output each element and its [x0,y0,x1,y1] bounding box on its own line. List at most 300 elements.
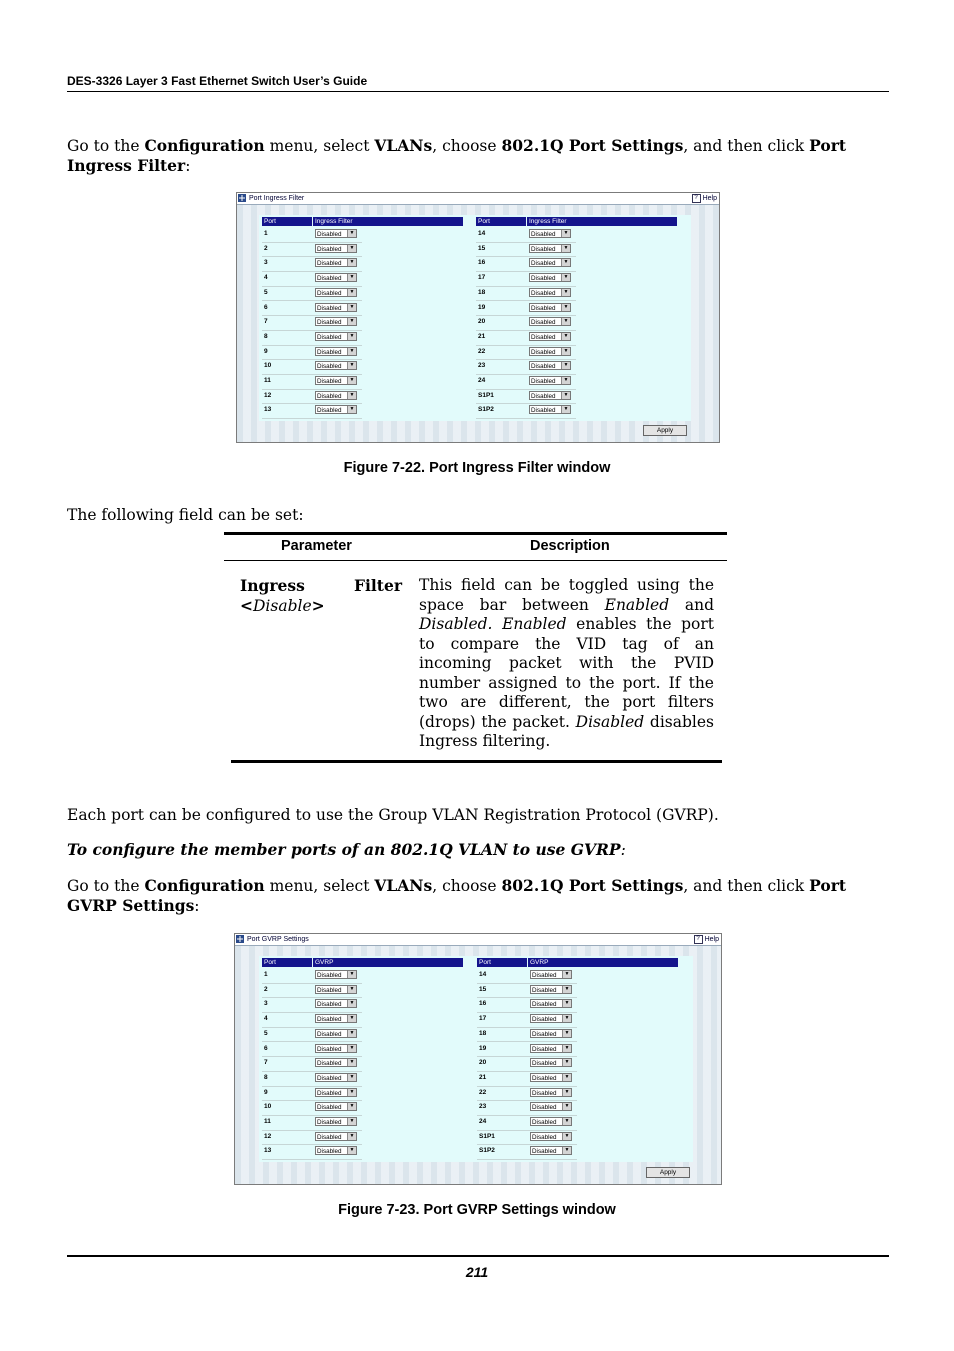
param-word-ingress: Ingress [240,576,305,595]
gvrp-heading-colon: : [620,841,626,859]
filter-select[interactable] [530,1044,572,1053]
select-value: Disabled [317,1148,342,1156]
table-row [262,287,462,302]
port-label: 3 [264,1000,268,1008]
port-label: 24 [478,377,486,384]
help-label: Help [702,195,717,202]
window-icon [238,194,246,202]
chevron-down-icon: ▼ [347,259,356,266]
port-label: 6 [264,1044,268,1052]
chevron-down-icon: ▼ [561,406,570,413]
table-header-rule [224,560,727,561]
chevron-down-icon: ▼ [347,1030,356,1037]
table-row [262,331,462,346]
select-value: Disabled [317,1030,342,1038]
select-value: Disabled [532,1045,557,1053]
table-row [262,243,462,258]
chevron-down-icon: ▼ [347,1089,356,1096]
filter-select[interactable] [315,1014,357,1023]
chevron-down-icon: ▼ [562,1147,571,1154]
filter-select[interactable] [529,244,571,253]
emphasis-term: Disabled. [419,615,493,633]
table-row [262,1072,462,1087]
table-row [477,1043,677,1058]
table-row [477,1131,677,1146]
chevron-down-icon: ▼ [347,230,356,237]
text: Go to the [67,877,145,895]
param-default-value: Disable [253,597,312,615]
chevron-down-icon: ▼ [562,1015,571,1022]
document-header: DES-3326 Layer 3 Fast Ethernet Switch User’s Guide [67,74,368,88]
table-row [476,390,676,405]
chevron-down-icon: ▼ [347,1045,356,1052]
select-value: Disabled [317,245,342,253]
port-label: 9 [264,347,268,355]
select-value: Disabled [317,392,342,400]
filter-select[interactable] [315,347,357,356]
help-label: Help [704,936,719,943]
row-divider [476,418,576,419]
chevron-down-icon: ▼ [347,1103,356,1110]
filter-select[interactable] [530,1146,572,1155]
chevron-down-icon: ▼ [562,1074,571,1081]
table-top-rule [224,532,727,535]
emphasis-term: Disabled [575,712,645,731]
filter-select[interactable] [530,1117,572,1126]
table-row [262,375,462,390]
table-row [477,1057,677,1072]
chevron-down-icon: ▼ [347,1147,356,1154]
table-row [262,390,462,405]
filter-select[interactable] [315,1102,357,1111]
table-row [477,1028,677,1043]
select-value: Disabled [531,407,556,415]
chevron-down-icon: ▼ [562,1030,571,1037]
filter-select[interactable] [529,317,571,326]
param-bracket-open: < [240,596,253,615]
window-icon [236,935,244,943]
emphasis-term: Enabled [604,595,670,614]
filter-select[interactable] [529,405,571,414]
select-value: Disabled [531,392,556,400]
select-value: Disabled [317,1001,342,1009]
chevron-down-icon: ▼ [562,1118,571,1125]
port-label: 24 [479,1118,487,1125]
select-value: Disabled [532,986,557,994]
port-label: 8 [264,332,268,340]
menu-configuration: Configuration [144,876,265,895]
filter-select[interactable] [315,1044,357,1053]
port-gvrp-settings-window [234,933,722,1185]
description-text: disables Ingress filtering. [419,712,714,750]
select-value: Disabled [532,1148,557,1156]
column-header-parameter: Parameter [281,538,352,554]
text: , and then click [683,137,810,155]
row-divider [262,418,362,419]
filter-select[interactable] [530,1088,572,1097]
port-label: 23 [479,1103,487,1111]
port-label: 1 [264,971,268,978]
port-label: 19 [479,1044,487,1052]
filter-select[interactable] [315,288,357,297]
port-label: 11 [264,377,271,384]
column-header-value: GVRP [528,958,678,967]
port-label: 10 [264,1103,272,1111]
port-label: 2 [264,985,268,993]
table-row [477,1101,677,1116]
menu-8021q-port-settings: 802.1Q Port Settings [501,876,684,895]
port-label: 8 [264,1073,268,1081]
chevron-down-icon: ▼ [562,986,571,993]
filter-select[interactable] [315,1058,357,1067]
filter-select[interactable] [315,258,357,267]
filter-select[interactable] [529,288,571,297]
help-link[interactable] [694,934,719,945]
select-value: Disabled [317,304,342,312]
figure-caption-2: Figure 7-23. Port GVRP Settings window [338,1202,616,1218]
description-text: This field can be toggled using the space bar between [419,576,714,614]
filter-select[interactable] [315,1146,357,1155]
table-row [477,1087,677,1102]
emphasis-term: Enabled [502,615,567,633]
description-text: and [669,595,715,614]
filter-select[interactable] [315,405,357,414]
filter-select[interactable] [529,258,571,267]
chevron-down-icon: ▼ [561,304,570,311]
filter-select[interactable] [315,1132,357,1141]
chevron-down-icon: ▼ [561,289,570,296]
filter-select[interactable] [315,999,357,1008]
chevron-down-icon: ▼ [347,348,356,355]
table-row [262,228,462,243]
port-label: 23 [478,362,486,370]
select-value: Disabled [531,275,556,283]
port-label: 11 [264,1118,271,1125]
filter-select[interactable] [530,1014,572,1023]
select-value: Disabled [317,231,342,238]
table-row [262,272,462,287]
column-header-port: Port [477,958,527,967]
chevron-down-icon: ▼ [561,318,570,325]
filter-select[interactable] [315,376,357,385]
menu-vlans: VLANs [374,876,433,895]
field-intro: The following field can be set: [67,506,304,524]
gvrp-heading-text: To configure the member ports of an 802.1Q VLAN to use GVRP [67,840,621,859]
select-value: Disabled [531,348,556,356]
filter-select[interactable] [315,332,357,341]
port-label: 14 [479,971,487,978]
port-label: 4 [264,274,268,282]
filter-select[interactable] [530,970,572,979]
window-title: Port GVRP Settings [247,936,309,943]
port-label: 3 [264,259,268,267]
port-label: 12 [264,1132,272,1140]
table-row [262,1028,462,1043]
port-label: 15 [478,244,486,252]
select-value: Disabled [531,319,556,327]
chevron-down-icon: ▼ [562,1103,571,1110]
filter-select[interactable] [315,391,357,400]
table-row [262,1043,462,1058]
table-row [477,1013,677,1028]
menu-8021q-port-settings: 802.1Q Port Settings [501,136,684,155]
page-number: 211 [465,1264,489,1280]
select-value: Disabled [317,1104,342,1112]
table-bottom-rule [231,760,722,763]
chevron-down-icon: ▼ [561,274,570,281]
table-row [262,1145,462,1160]
column-header-value: Ingress Filter [527,217,677,226]
chevron-down-icon: ▼ [347,289,356,296]
table-row [476,302,676,317]
chevron-down-icon: ▼ [561,348,570,355]
table-row [476,243,676,258]
select-value: Disabled [317,333,342,341]
port-label: 7 [264,1059,268,1067]
select-value: Disabled [532,1104,557,1112]
table-row [262,1116,462,1131]
chevron-down-icon: ▼ [347,1059,356,1066]
filter-select[interactable] [315,1029,357,1038]
text: Go to the [67,137,145,155]
chevron-down-icon: ▼ [347,362,356,369]
select-value: Disabled [532,972,557,979]
table-row [476,360,676,375]
chevron-down-icon: ▼ [562,1000,571,1007]
text: : [194,897,200,915]
port-label: 6 [264,303,268,311]
intro-paragraph-2 [67,876,889,916]
chevron-down-icon: ▼ [347,1074,356,1081]
parameter-description [419,576,714,752]
table-row [476,346,676,361]
param-bracket-close: > [311,596,325,615]
filter-select[interactable] [315,273,357,282]
port-label: 18 [478,288,486,296]
port-label: 10 [264,362,272,370]
column-header-value: GVRP [313,958,463,967]
chevron-down-icon: ▼ [347,333,356,340]
select-value: Disabled [532,1119,557,1126]
filter-select[interactable] [530,985,572,994]
select-value: Disabled [532,1030,557,1038]
filter-select[interactable] [529,303,571,312]
chevron-down-icon: ▼ [347,318,356,325]
row-divider [477,1159,577,1160]
menu-configuration: Configuration [144,136,265,155]
filter-select[interactable] [315,1073,357,1082]
filter-select[interactable] [530,999,572,1008]
select-value: Disabled [317,275,342,283]
select-value: Disabled [317,986,342,994]
select-value: Disabled [317,260,342,268]
select-value: Disabled [317,1089,342,1097]
port-label: 13 [264,406,272,414]
select-value: Disabled [532,1089,557,1097]
chevron-down-icon: ▼ [561,377,570,384]
table-row [477,984,677,999]
figure-caption-1: Figure 7-22. Port Ingress Filter window [343,460,611,476]
port-label: 13 [264,1147,272,1155]
port-label: 5 [264,1029,268,1037]
chevron-down-icon: ▼ [347,1015,356,1022]
apply-button[interactable]: Apply [643,425,687,436]
port-ingress-filter-window [236,192,720,443]
filter-select[interactable] [530,1073,572,1082]
select-value: Disabled [317,407,342,415]
port-label: 15 [479,985,487,993]
chevron-down-icon: ▼ [347,1118,356,1125]
port-label: 22 [478,347,486,355]
filter-select[interactable] [315,361,357,370]
chevron-down-icon: ▼ [562,1059,571,1066]
port-label: S1P2 [479,1147,495,1155]
port-label: S1P1 [478,391,494,399]
filter-select[interactable] [530,1102,572,1111]
gvrp-intro: Each port can be configured to use the Group VLAN Registration Protocol (GVRP). [67,806,719,824]
filter-select[interactable] [530,1132,572,1141]
filter-select[interactable] [529,229,571,238]
chevron-down-icon: ▼ [347,406,356,413]
port-label: 16 [478,259,486,267]
filter-select[interactable] [530,1058,572,1067]
filter-select[interactable] [529,361,571,370]
select-value: Disabled [317,1016,342,1024]
chevron-down-icon: ▼ [562,1133,571,1140]
port-label: S1P2 [478,406,494,414]
text: menu, select [264,137,375,155]
table-row [477,1072,677,1087]
intro-paragraph-1 [67,136,889,176]
table-row [476,316,676,331]
select-value: Disabled [531,304,556,312]
port-label: 4 [264,1015,268,1023]
apply-button[interactable]: Apply [646,1167,690,1178]
filter-select[interactable] [315,985,357,994]
text: menu, select [264,877,375,895]
chevron-down-icon: ▼ [347,377,356,384]
port-label: 5 [264,288,268,296]
chevron-down-icon: ▼ [562,971,571,978]
chevron-down-icon: ▼ [347,1000,356,1007]
menu-vlans: VLANs [374,136,433,155]
filter-select[interactable] [315,970,357,979]
window-title: Port Ingress Filter [249,195,305,202]
table-row [262,1131,462,1146]
filter-select[interactable] [315,1117,357,1126]
select-value: Disabled [317,1119,342,1126]
port-label: 2 [264,244,268,252]
text: , and then click [683,877,810,895]
table-row [477,998,677,1013]
chevron-down-icon: ▼ [347,274,356,281]
filter-select[interactable] [529,332,571,341]
select-value: Disabled [531,245,556,253]
table-row [476,272,676,287]
description-text [492,615,502,633]
chevron-down-icon: ▼ [347,245,356,252]
port-label: 18 [479,1029,487,1037]
chevron-down-icon: ▼ [561,259,570,266]
table-row [262,1057,462,1072]
chevron-down-icon: ▼ [561,362,570,369]
column-header-value: Ingress Filter [313,217,463,226]
table-row [476,331,676,346]
filter-select[interactable] [529,347,571,356]
footer-rule [67,1255,889,1257]
filter-select[interactable] [315,1088,357,1097]
filter-select[interactable] [315,244,357,253]
port-label: 17 [478,274,486,282]
filter-select[interactable] [315,317,357,326]
row-divider [262,1159,362,1160]
select-value: Disabled [317,348,342,356]
port-label: 14 [478,230,486,237]
select-value: Disabled [531,333,556,341]
select-value: Disabled [317,1060,342,1068]
port-label: 17 [479,1015,487,1023]
table-row [476,404,676,419]
column-header-port: Port [476,217,526,226]
select-value: Disabled [317,378,342,385]
table-row [477,969,677,984]
help-link[interactable] [692,193,717,204]
column-header-description: Description [530,538,610,554]
table-row [476,228,676,243]
select-value: Disabled [317,972,342,979]
table-row [262,998,462,1013]
gvrp-procedure-heading [67,840,889,860]
chevron-down-icon: ▼ [562,1089,571,1096]
chevron-down-icon: ▼ [561,392,570,399]
filter-select[interactable] [529,273,571,282]
param-word-filter: Filter [354,576,402,595]
port-label: 20 [479,1059,487,1067]
filter-select[interactable] [530,1029,572,1038]
port-label: 19 [478,303,486,311]
filter-select[interactable] [315,303,357,312]
table-row [262,404,462,419]
port-label: 12 [264,391,272,399]
chevron-down-icon: ▼ [562,1045,571,1052]
select-value: Disabled [317,1133,342,1141]
parameter-name [240,576,402,616]
help-icon: ? [692,194,701,203]
chevron-down-icon: ▼ [347,304,356,311]
filter-select[interactable] [529,391,571,400]
table-row [476,375,676,390]
help-icon: ? [694,935,703,944]
table-row [262,257,462,272]
table-row [262,969,462,984]
text: , choose [432,137,502,155]
table-row [262,346,462,361]
port-label: 21 [479,1073,487,1081]
select-value: Disabled [532,1016,557,1024]
chevron-down-icon: ▼ [347,1133,356,1140]
text: , choose [432,877,502,895]
window-titlebar [237,193,719,205]
filter-select[interactable] [529,376,571,385]
header-rule [67,91,889,92]
table-row [262,984,462,999]
select-value: Disabled [532,1074,557,1082]
port-label: 21 [478,332,486,340]
description-text: enables the port to compare the VID tag of an incoming packet with the PVID number assigned to the port. If the two are different, the port filters (drops) the packet. [419,615,714,731]
select-value: Disabled [531,363,556,371]
chevron-down-icon: ▼ [561,333,570,340]
filter-select[interactable] [315,229,357,238]
